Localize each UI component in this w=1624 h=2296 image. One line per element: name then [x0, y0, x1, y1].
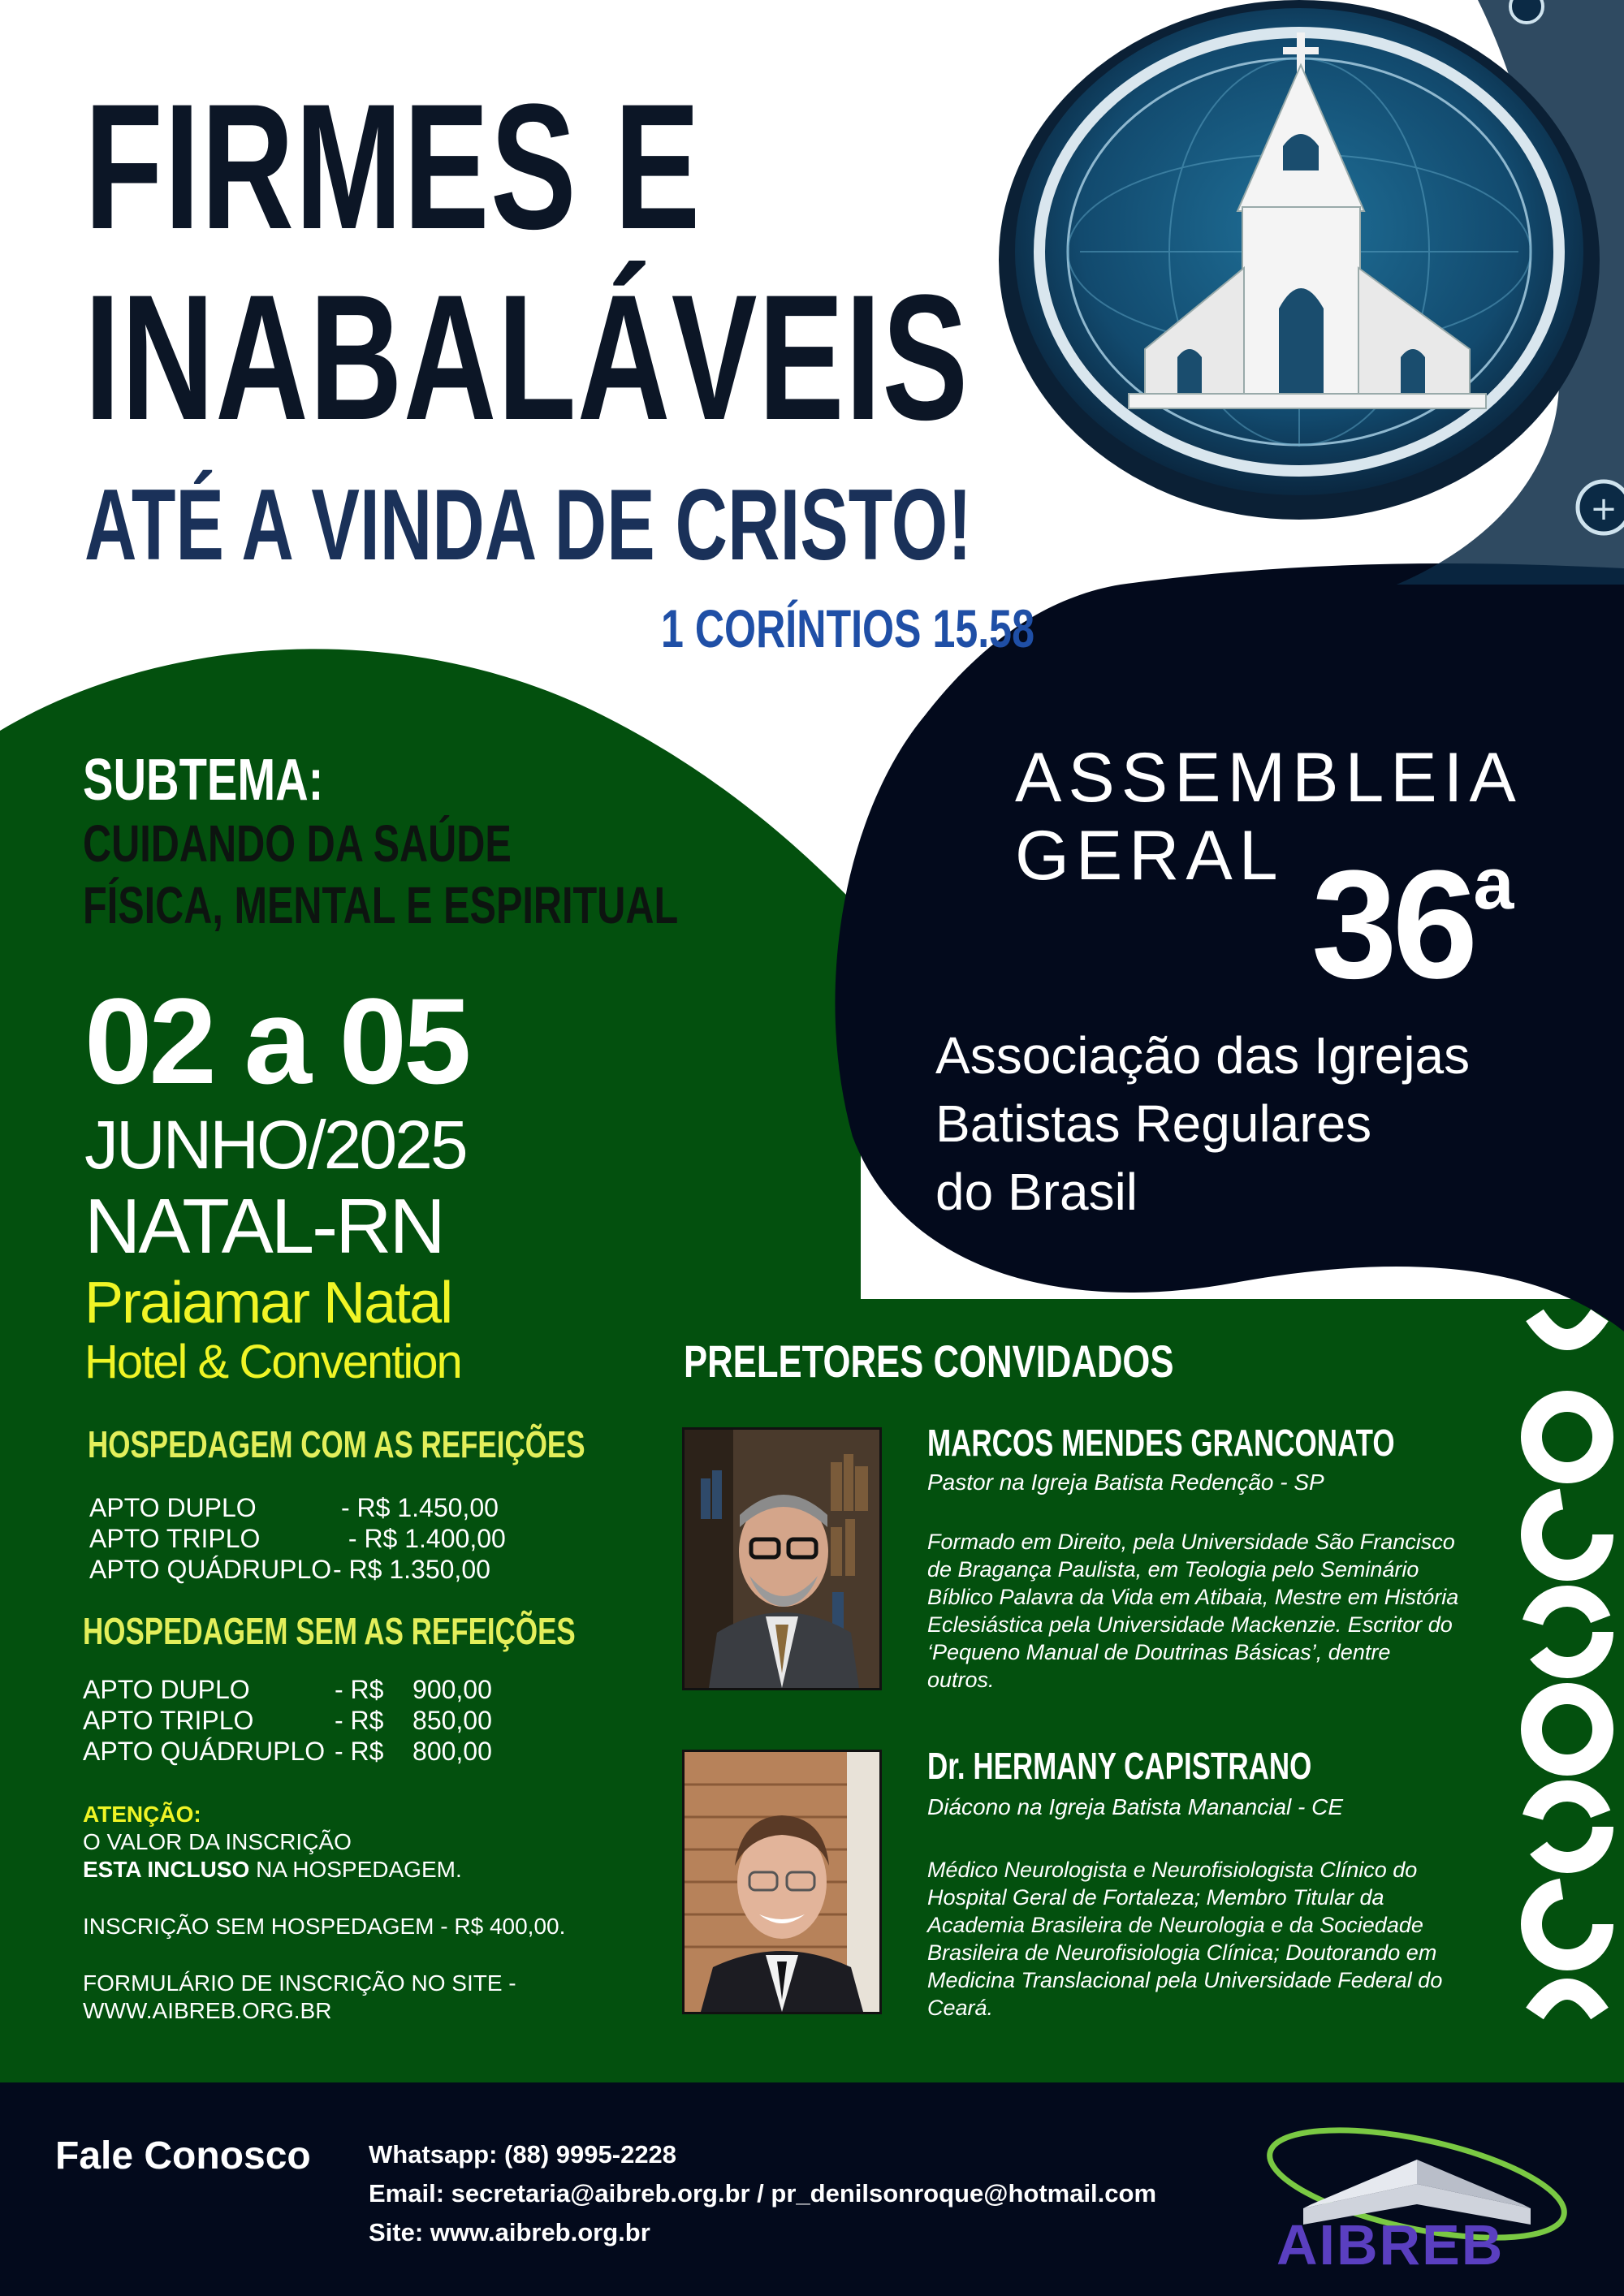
lodging-with-meals-table [89, 1492, 506, 1585]
attention-line-2 [83, 1856, 462, 1884]
price-label: APTO TRIPLO [89, 1524, 261, 1553]
speaker-1-bio: Formado em Direito, pela Universidade São Francisco de Bragança Paulista, em Teologia pelo Seminário Bíblico Palavra da Vida em Atibaia, Mestre em História Eclesiástica pela Universidade Mackenzie. Escritor do ‘Pequeno Manual de Doutrinas Básicas’, dentre outros. [927, 1530, 1459, 1692]
event-city: NATAL-RN [84, 1183, 443, 1270]
no-lodging-note: INSCRIÇÃO SEM HOSPEDAGEM - R$ 400,00. [83, 1914, 566, 1939]
assembly-line-1: ASSEMBLEIA [1015, 739, 1522, 817]
speaker-2-bio: Médico Neurologista e Neurofisiologista Clínico do Hospital Geral de Fortaleza; Membro Titular da Academia Brasileira de Neurologia e da Sociedade Brasileira de Neurofisiologia Clínica; Doutorando em Medicina Translacional pela Universidade Federal do Ceará. [927, 1858, 1443, 2020]
price-value: - R$ 900,00 [335, 1675, 492, 1704]
title-line-1: FIRMES E [84, 67, 702, 266]
footer-contact-title: Fale Conosco [55, 2134, 311, 2177]
price-label: APTO DUPLO [89, 1493, 257, 1522]
org-line-1: Associação das Igrejas [935, 1026, 1471, 1085]
assembly-line-2: GERAL [1015, 817, 1285, 895]
ordinal-suffix: a [1473, 844, 1514, 925]
price-label: APTO QUÁDRUPLO [89, 1555, 332, 1584]
ring [1531, 1694, 1603, 1765]
ring-top-cap [1535, 1315, 1600, 1340]
price-row [89, 1523, 506, 1554]
subtheme-line-2: FÍSICA, MENTAL E ESPIRITUAL [83, 876, 679, 934]
venue-name: Praiamar Natal [84, 1271, 452, 1336]
subtheme-label: SUBTEMA: [83, 748, 324, 813]
form-note-line-1: FORMULÁRIO DE INSCRIÇÃO NO SITE - [83, 1970, 516, 1996]
organization-name [935, 1021, 1470, 1226]
price-row [83, 1705, 492, 1736]
decorative-rings [1518, 1307, 1616, 2022]
subtitle: ATÉ A VINDA DE CRISTO! [84, 469, 972, 581]
ring [1531, 1499, 1603, 1570]
price-value: - R$ 1.450,00 [341, 1493, 499, 1522]
price-row [89, 1554, 506, 1585]
speaker-1-name: MARCOS MENDES GRANCONATO [927, 1422, 1395, 1464]
event-dates: 02 a 05 [84, 973, 469, 1109]
church-illustration [942, 0, 1624, 585]
event-month: JUNHO/2025 [84, 1107, 466, 1183]
attention-line-1: O VALOR DA INSCRIÇÃO [83, 1829, 352, 1854]
speaker-2-role: Diácono na Igreja Batista Manancial - CE [927, 1794, 1344, 1819]
subtheme-line-1: CUIDANDO DA SAÚDE [83, 814, 512, 873]
lodging-with-meals-heading: HOSPEDAGEM COM AS REFEIÇÕES [88, 1423, 585, 1465]
price-row [83, 1674, 492, 1705]
price-label: APTO TRIPLO [83, 1706, 254, 1735]
attention-rest: NA HOSPEDAGEM. [249, 1857, 462, 1882]
speakers-heading: PRELETORES CONVIDADOS [684, 1336, 1174, 1387]
price-label: APTO DUPLO [83, 1675, 250, 1704]
price-row [89, 1492, 506, 1523]
footer-whatsapp[interactable]: Whatsapp: (88) 9995-2228 [369, 2140, 677, 2169]
speaker-photo-1 [682, 1427, 882, 1690]
ring [1531, 1401, 1603, 1473]
main-title [84, 67, 970, 457]
footer-email[interactable]: Email: secretaria@aibreb.org.br / pr_denilsonroque@hotmail.com [369, 2179, 1157, 2208]
form-note-line-2: WWW.AIBREB.ORG.BR [83, 1998, 332, 2023]
price-value: - R$ 1.400,00 [341, 1524, 506, 1553]
assembly-number: 36$^a$ [1311, 839, 1514, 1011]
speaker-2-name: Dr. HERMANY CAPISTRANO [927, 1745, 1312, 1787]
lodging-without-meals-heading: HOSPEDAGEM SEM AS REFEIÇÕES [83, 1610, 576, 1652]
price-value: - R$ 1.350,00 [333, 1555, 490, 1584]
ring [1531, 1791, 1603, 1862]
footer-site[interactable]: Site: www.aibreb.org.br [369, 2218, 650, 2246]
price-row [83, 1736, 492, 1767]
attention-bold: ESTA INCLUSO [83, 1857, 250, 1882]
lodging-without-meals-table [83, 1674, 492, 1767]
org-line-2: Batistas Regulares [935, 1094, 1372, 1153]
price-value: - R$ 800,00 [335, 1737, 492, 1766]
speaker-photo-2 [682, 1750, 882, 2014]
title-line-2: INABALÁVEIS [84, 257, 970, 457]
attention-label: ATENÇÃO: [83, 1802, 201, 1827]
ring-bottom-cap [1535, 1989, 1600, 2013]
speaker-1-role: Pastor na Igreja Batista Redenção - SP [927, 1470, 1324, 1495]
bible-verse: 1 CORÍNTIOS 15.58 [661, 598, 1034, 658]
price-value: - R$ 850,00 [335, 1706, 492, 1735]
venue-subname: Hotel & Convention [84, 1336, 461, 1388]
ring [1531, 1596, 1603, 1668]
org-line-3: do Brasil [935, 1163, 1138, 1221]
svg-text:+: + [1590, 490, 1618, 528]
price-label: APTO QUÁDRUPLO [83, 1737, 326, 1766]
logo-text: AIBREB [1276, 2213, 1505, 2277]
ring [1531, 1888, 1603, 1960]
